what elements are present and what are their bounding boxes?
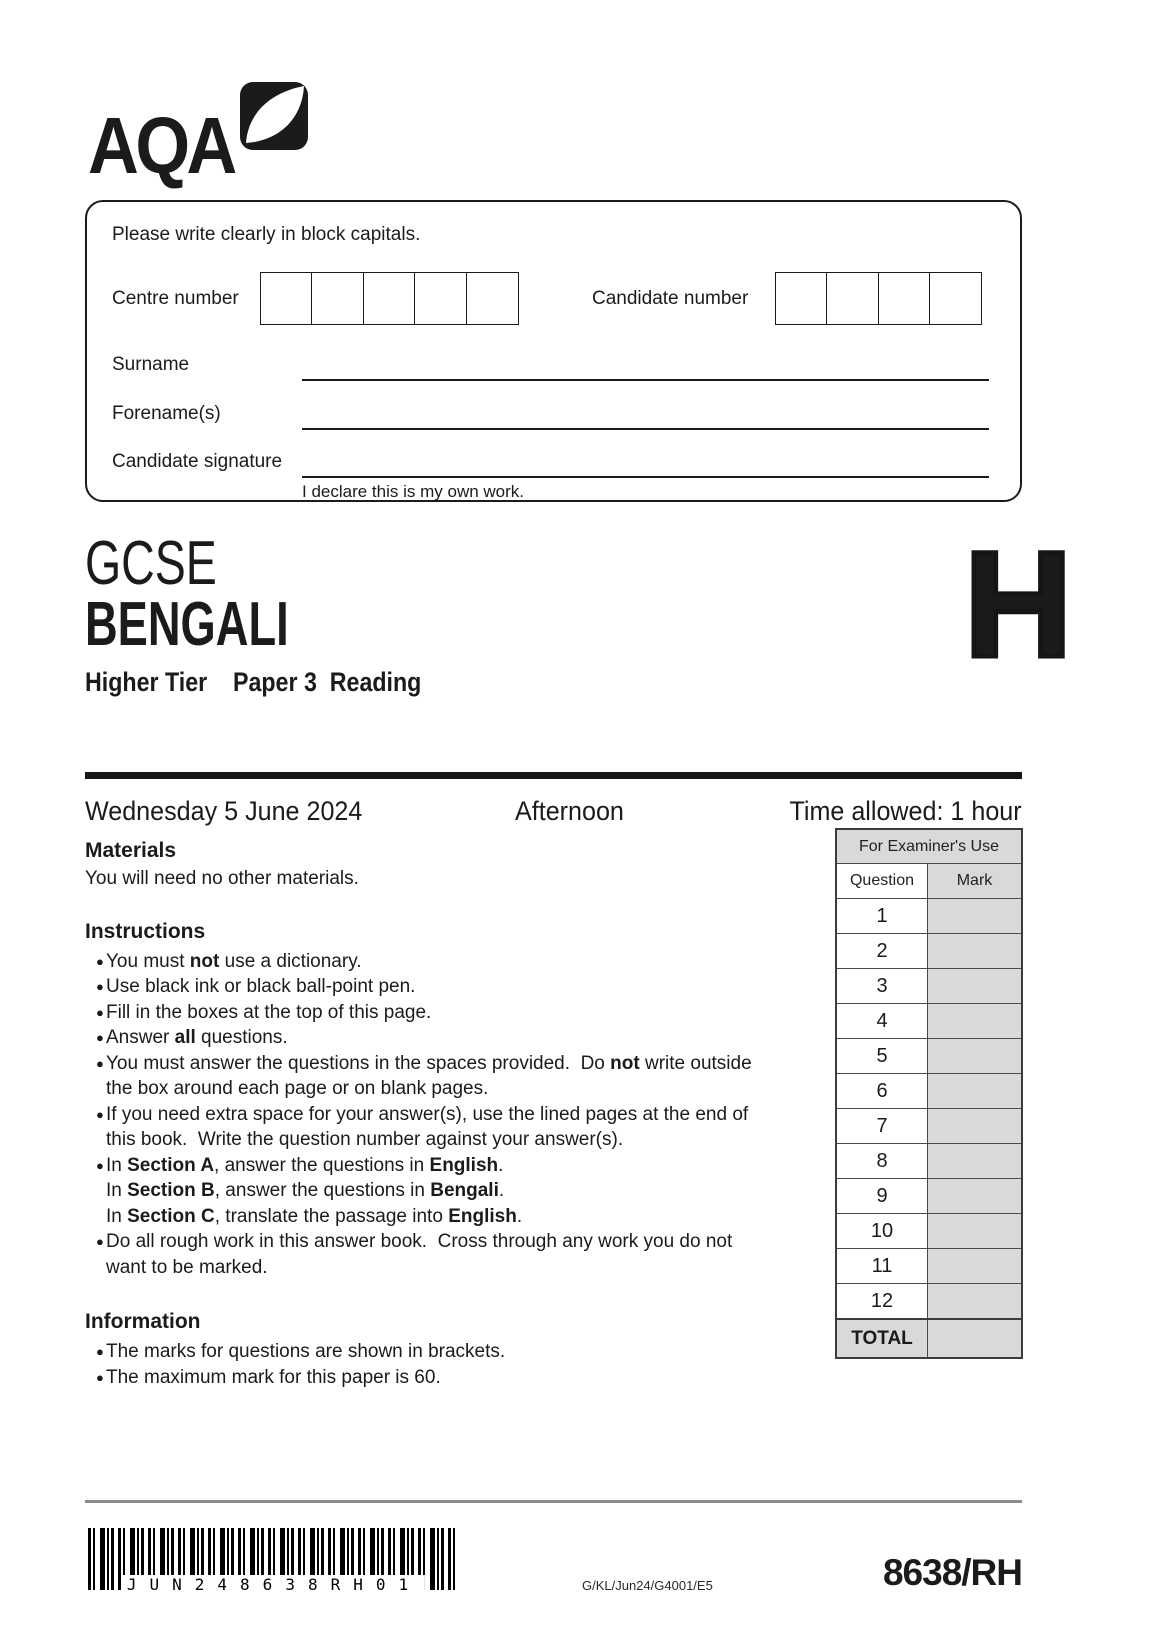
bullet-item <box>85 1229 833 1280</box>
time-allowed: Time allowed: 1 hour <box>789 796 1022 826</box>
mark-cell[interactable] <box>928 934 1021 968</box>
examiner-table-row <box>837 968 1021 1003</box>
candidate-number-cells <box>775 272 982 325</box>
aqa-logo <box>88 82 308 190</box>
paper-reference: 8638/RH <box>882 1552 1022 1593</box>
centre-number-cell[interactable] <box>311 272 364 325</box>
question-number-cell: 4 <box>837 1004 928 1038</box>
bullet-item <box>85 974 833 1000</box>
question-number-cell: 5 <box>837 1039 928 1073</box>
bullet-item <box>85 949 833 975</box>
centre-number-cells <box>260 272 519 325</box>
bullet-marker: ● <box>96 1344 104 1359</box>
instructions-heading: Instructions <box>85 919 206 943</box>
bullet-marker: ● <box>96 1157 104 1173</box>
question-number-cell: 8 <box>837 1144 928 1178</box>
higher-tier-badge: H <box>964 520 1073 688</box>
front-page-rubric <box>85 838 833 1390</box>
information-heading: Information <box>85 1310 201 1333</box>
mark-cell[interactable] <box>928 969 1021 1003</box>
tier-paper-line: Higher Tier Paper 3 Reading <box>85 667 422 697</box>
session-row <box>85 796 1022 832</box>
examiner-table-row <box>837 1143 1021 1178</box>
question-number-cell: 11 <box>837 1249 928 1283</box>
examiner-table-row <box>837 1213 1021 1248</box>
examiner-table-row <box>837 1003 1021 1038</box>
candidate-number-cell[interactable] <box>775 272 828 325</box>
mark-cell[interactable] <box>928 1109 1021 1143</box>
mark-cell[interactable] <box>928 1179 1021 1213</box>
bullet-marker: ● <box>96 979 104 994</box>
candidate-number-cell[interactable] <box>929 272 982 325</box>
candidate-details-box <box>85 200 1022 502</box>
bullet-marker: ● <box>96 1234 104 1249</box>
examiner-table-body <box>837 898 1021 1318</box>
examiner-use-table <box>835 828 1023 1359</box>
mark-cell[interactable] <box>928 1004 1021 1038</box>
signature-input-line[interactable] <box>302 476 989 478</box>
mark-cell[interactable] <box>928 899 1021 933</box>
centre-number-cell[interactable] <box>260 272 313 325</box>
examiner-table-title: For Examiner's Use <box>837 830 1021 863</box>
candidate-number-cell[interactable] <box>878 272 931 325</box>
forenames-input-line[interactable] <box>302 428 989 430</box>
examiner-table-row <box>837 1073 1021 1108</box>
surname-input-line[interactable] <box>302 379 989 381</box>
block-capitals-note: Please write clearly in block capitals. <box>112 224 421 245</box>
instructions-list <box>85 949 833 1281</box>
mark-cell[interactable] <box>928 1074 1021 1108</box>
bullet-text: Use black ink or black ball-point pen. <box>106 976 416 997</box>
question-number-cell: 2 <box>837 934 928 968</box>
examiner-table-row <box>837 933 1021 968</box>
aqa-logo-text: AQA <box>88 101 234 190</box>
mark-column-header: Mark <box>928 864 1021 898</box>
bullet-text: The maximum mark for this paper is 60. <box>106 1366 441 1388</box>
bullet-marker: ● <box>96 1030 104 1045</box>
mark-cell[interactable] <box>928 1214 1021 1248</box>
examiner-table-row <box>837 1283 1021 1318</box>
total-label-cell: TOTAL <box>837 1320 928 1357</box>
bullet-item <box>85 1102 833 1153</box>
bullet-text: The marks for questions are shown in brackets. <box>106 1341 506 1362</box>
information-list <box>85 1339 833 1390</box>
examiner-table-row <box>837 1108 1021 1143</box>
qualification-title: GCSE <box>85 529 217 598</box>
bullet-item <box>85 1339 833 1365</box>
mark-cell[interactable] <box>928 1144 1021 1178</box>
examiner-table-row <box>837 1248 1021 1283</box>
bullet-item <box>85 1000 833 1026</box>
mark-cell[interactable] <box>928 1284 1021 1318</box>
bullet-marker: ● <box>96 1055 104 1071</box>
bullet-text: In Section A, answer the questions in English. In Section B, answer the questions in Bengali. In Section C, translate the passage into English. <box>106 1154 523 1227</box>
bullet-text: Do all rough work in this answer book. Cross through any work you do not want to be marked. <box>106 1231 733 1278</box>
examiner-table-row <box>837 1178 1021 1213</box>
leaf-icon <box>240 82 308 150</box>
question-number-cell: 10 <box>837 1214 928 1248</box>
question-number-cell: 12 <box>837 1284 928 1318</box>
bullet-item <box>85 1365 833 1391</box>
question-number-cell: 3 <box>837 969 928 1003</box>
centre-number-cell[interactable] <box>363 272 416 325</box>
candidate-number-label: Candidate number <box>592 288 749 309</box>
materials-heading: Materials <box>85 839 177 862</box>
question-number-cell: 6 <box>837 1074 928 1108</box>
exam-barcode <box>88 1528 460 1594</box>
question-column-header: Question <box>837 864 928 898</box>
document-code: G/KL/Jun24/G4001/E5 <box>582 1578 713 1593</box>
subject-title: BENGALI <box>85 590 289 659</box>
centre-number-cell[interactable] <box>414 272 467 325</box>
bullet-text: Answer all questions. <box>106 1027 288 1048</box>
question-number-cell: 1 <box>837 899 928 933</box>
bullet-marker: ● <box>96 1369 104 1385</box>
bullet-item <box>85 1051 833 1102</box>
exam-date: Wednesday 5 June 2024 <box>85 796 363 826</box>
centre-number-cell[interactable] <box>466 272 519 325</box>
total-mark-cell[interactable] <box>928 1320 1021 1357</box>
declaration-text: I declare this is my own work. <box>302 482 525 501</box>
candidate-signature-label: Candidate signature <box>112 451 283 472</box>
examiner-table-header-row <box>837 863 1021 898</box>
bullet-marker: ● <box>96 953 104 969</box>
mark-cell[interactable] <box>928 1249 1021 1283</box>
forenames-label: Forename(s) <box>112 403 221 424</box>
bullet-text: If you need extra space for your answer(s), use the lined pages at the end of this book. Write the question number against your answer(s). <box>106 1103 749 1150</box>
mark-cell[interactable] <box>928 1039 1021 1073</box>
bullet-text: You must not use a dictionary. <box>106 950 362 972</box>
bullet-text: Fill in the boxes at the top of this page. <box>106 1001 432 1023</box>
barcode-text: JUN248638RH01 <box>123 1575 425 1594</box>
bullet-item <box>85 1025 833 1051</box>
materials-body: You will need no other materials. <box>85 868 359 889</box>
bullet-marker: ● <box>96 1004 104 1020</box>
bullet-marker: ● <box>96 1106 104 1122</box>
centre-number-label: Centre number <box>112 288 239 309</box>
footer-divider-rule <box>85 1500 1022 1503</box>
bullet-item <box>85 1153 833 1230</box>
exam-time-of-day: Afternoon <box>515 796 624 826</box>
examiner-table-row <box>837 1038 1021 1073</box>
candidate-number-cell[interactable] <box>826 272 879 325</box>
examiner-table-total-row <box>837 1318 1021 1357</box>
bullet-text: You must answer the questions in the spaces provided. Do not write outside the box around each page or on blank pages. <box>106 1052 752 1099</box>
surname-label: Surname <box>112 354 190 375</box>
examiner-table-row <box>837 898 1021 933</box>
question-number-cell: 7 <box>837 1109 928 1143</box>
title-divider-rule <box>85 772 1022 779</box>
question-number-cell: 9 <box>837 1179 928 1213</box>
